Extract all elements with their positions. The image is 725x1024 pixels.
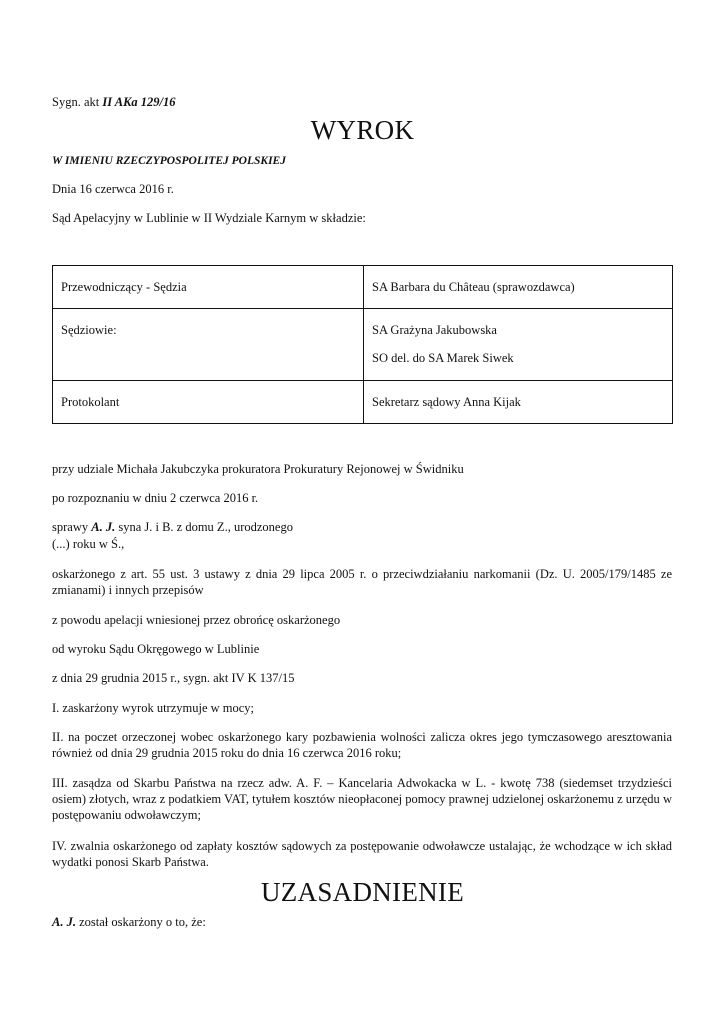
justification-title: UZASADNIENIE xyxy=(260,877,465,907)
ruling-point-3: III. zasądza od Skarbu Państwa na rzecz adw. A. F. – Kancelaria Adwokacka w L. - kwotę 738 (siedemset trzydzieści osiem) złotych, wraz z podatkiem VAT, tytułem kosztów nieopłaconej pomocy prawnej udzielonej oskarżonemu z urzędu w postępowaniu odwoławczym; xyxy=(52,776,672,822)
lower-court-date-line: z dnia 29 grudnia 2015 r., sygn. akt IV K 137/15 xyxy=(52,671,295,685)
ruling-point-4: IV. zwalnia oskarżonego od zapłaty kosztów sądowych za postępowanie odwoławcze ustalając, że wchodzące w ich skład wydatki ponosi Skarb Państwa. xyxy=(52,839,672,869)
ruling-point-1: I. zaskarżony wyrok utrzymuje w mocy; xyxy=(52,701,255,715)
composition-row-clerk xyxy=(53,381,673,424)
judge-1: SA Grażyna Jakubowska xyxy=(372,323,497,337)
prosecutor-line: przy udziale Michała Jakubczyka prokuratora Prokuratury Rejonowej w Świdniku xyxy=(52,462,464,476)
judge-2: SO del. do SA Marek Siwek xyxy=(372,351,514,365)
charges-paragraph: oskarżonego z art. 55 ust. 3 ustawy z dnia 29 lipca 2005 r. o przeciwdziałaniu narkomanii (Dz. U. 2005/179/1485 ze zmianami) i innych przepisów xyxy=(52,567,672,597)
verdict-title: WYROK xyxy=(310,115,415,145)
lower-court-line: od wyroku Sądu Okręgowego w Lublinie xyxy=(52,642,260,656)
justification-intro-text: został oskarżony o to, że: xyxy=(75,915,206,929)
ruling-point-2: II. na poczet orzeczonej wobec oskarżonego kary pozbawienia wolności zalicza okres jego tymczasowego aresztowania również od dnia 29 grudnia 2015 roku do dnia 16 czerwca 2016 roku; xyxy=(52,730,672,760)
verdict-subtitle: W IMIENIU RZECZYPOSPOLITEJ POLSKIEJ xyxy=(52,155,286,167)
composition-row-judges xyxy=(53,309,673,381)
presiding-label: Przewodniczący - Sędzia xyxy=(61,280,187,294)
verdict-date: Dnia 16 czerwca 2016 r. xyxy=(52,182,174,196)
clerk-label: Protokolant xyxy=(61,395,120,409)
court-composition-table xyxy=(52,265,673,424)
hearing-date-line: po rozpoznaniu w dniu 2 czerwca 2016 r. xyxy=(52,491,259,505)
justification-defendant-name: A. J. xyxy=(52,915,76,929)
court-composition-intro: Sąd Apelacyjny w Lublinie w II Wydziale Karnym w składzie: xyxy=(52,211,366,225)
case-defendant-line xyxy=(52,519,293,535)
appeal-line: z powodu apelacji wniesionej przez obrońcę oskarżonego xyxy=(52,613,341,627)
justification-intro xyxy=(52,914,206,930)
presiding-judge: SA Barbara du Château (sprawozdawca) xyxy=(372,280,575,294)
defendant-birth-line: (...) roku w Ś., xyxy=(52,537,125,551)
case-number: II AKa 129/16 xyxy=(102,95,176,109)
case-signature-prefix: Sygn. akt xyxy=(52,95,103,109)
composition-row-presiding xyxy=(53,266,673,309)
clerk-name: Sekretarz sądowy Anna Kijak xyxy=(372,395,521,409)
defendant-details: syna J. i B. z domu Z., urodzonego xyxy=(115,520,293,534)
case-signature xyxy=(52,94,176,110)
defendant-name: A. J. xyxy=(91,520,116,534)
case-prefix: sprawy xyxy=(52,520,92,534)
judges-label: Sędziowie: xyxy=(61,323,117,337)
